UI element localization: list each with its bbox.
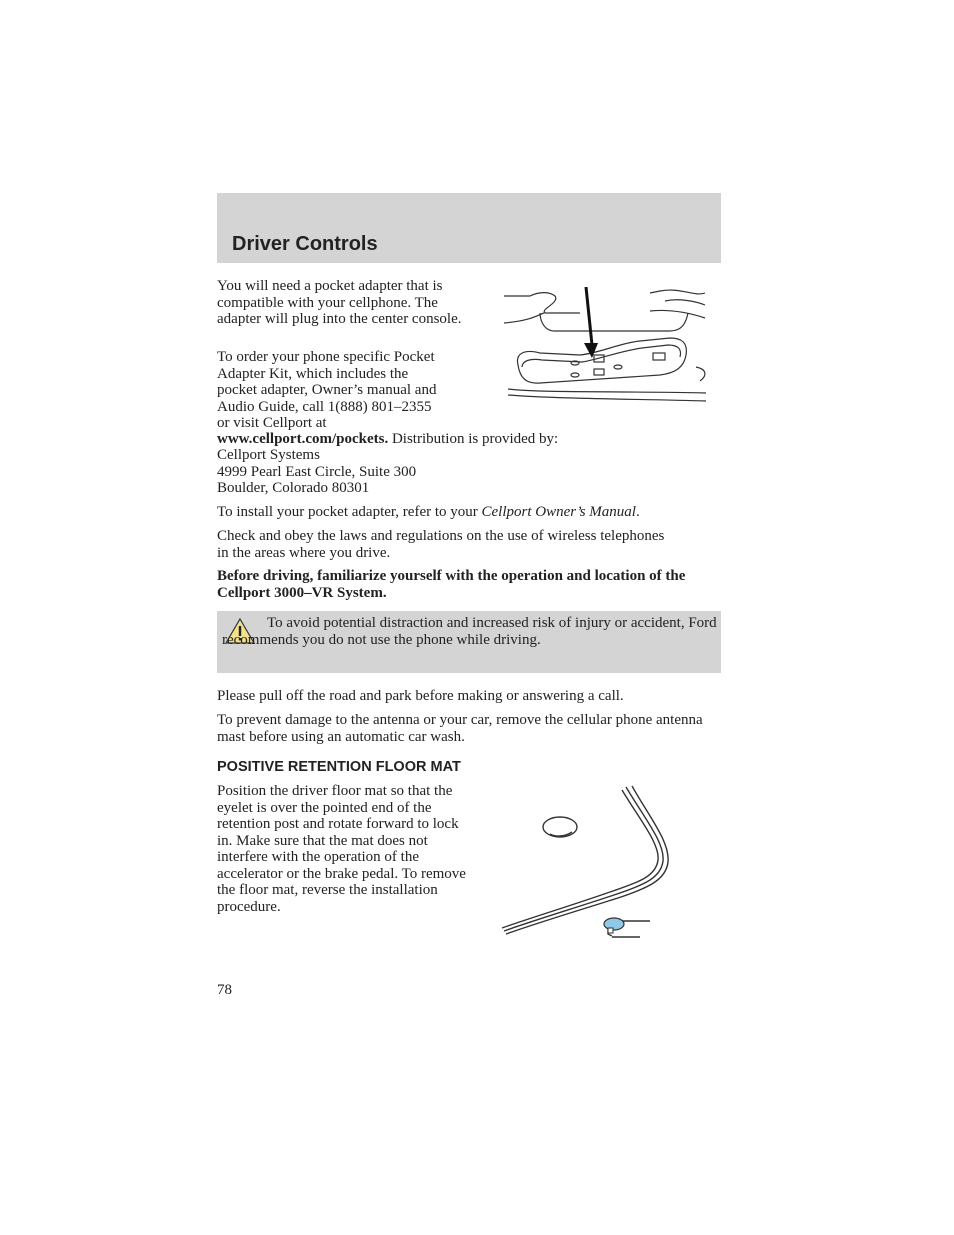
- laws-paragraph: Check and obey the laws and regulations on the use of wireless telephones in the areas where you drive.: [217, 528, 665, 561]
- antenna-paragraph: To prevent damage to the antenna or your car, remove the cellular phone antenna mast before using an automatic car wash.: [217, 712, 703, 745]
- address-line: Cellport Systems: [217, 447, 320, 463]
- floor-mat-paragraph: Position the driver floor mat so that the eyelet is over the pointed end of the retention post and rotate forward to lock in. Make sure that the mat does not interfere with the operation of the accelerator or the brake pedal. To remove the floor mat, reverse the installation procedure.: [217, 783, 466, 915]
- floor-mat-heading: POSITIVE RETENTION FLOOR MAT: [217, 759, 461, 775]
- order-line: pocket adapter, Owner’s manual and: [217, 382, 437, 398]
- pocket-adapter-illustration: [500, 283, 712, 409]
- floor-mat-illustration: [500, 784, 670, 944]
- warning-message: To avoid potential distraction and increased risk of injury or accident, Ford recommends you do not use the phone while driving.: [222, 615, 717, 648]
- install-prefix: To install your pocket adapter, refer to your: [217, 504, 482, 520]
- install-paragraph: [217, 504, 727, 521]
- order-line: or visit Cellport at: [217, 415, 327, 431]
- order-line: To order your phone specific Pocket: [217, 349, 435, 365]
- address-block: [217, 447, 727, 497]
- order-line: Adapter Kit, which includes the: [217, 365, 409, 382]
- before-driving-paragraph: Before driving, familiarize yourself with the operation and location of the Cellport 3000–VR System.: [217, 568, 686, 601]
- section-title: Driver Controls: [232, 233, 378, 255]
- owner-manual-title: Cellport Owner’s Manual: [481, 504, 636, 520]
- install-suffix: .: [635, 504, 640, 520]
- cellport-url-link[interactable]: www.cellport.com/pockets.: [217, 431, 389, 447]
- warning-text: [222, 615, 717, 648]
- intro-paragraph: You will need a pocket adapter that is compatible with your cellphone. The adapter will plug into the center console.: [217, 278, 462, 327]
- address-line: Boulder, Colorado 80301: [217, 480, 370, 496]
- address-line: 4999 Pearl East Circle, Suite 300: [217, 463, 417, 480]
- order-paragraph: [217, 349, 487, 432]
- distribution-text: Distribution is provided by:: [388, 431, 559, 447]
- order-line: Audio Guide, call 1(888) 801–2355: [217, 398, 432, 415]
- url-line: [217, 431, 727, 448]
- page-number: 78: [217, 982, 232, 998]
- pull-off-paragraph: Please pull off the road and park before making or answering a call.: [217, 688, 624, 704]
